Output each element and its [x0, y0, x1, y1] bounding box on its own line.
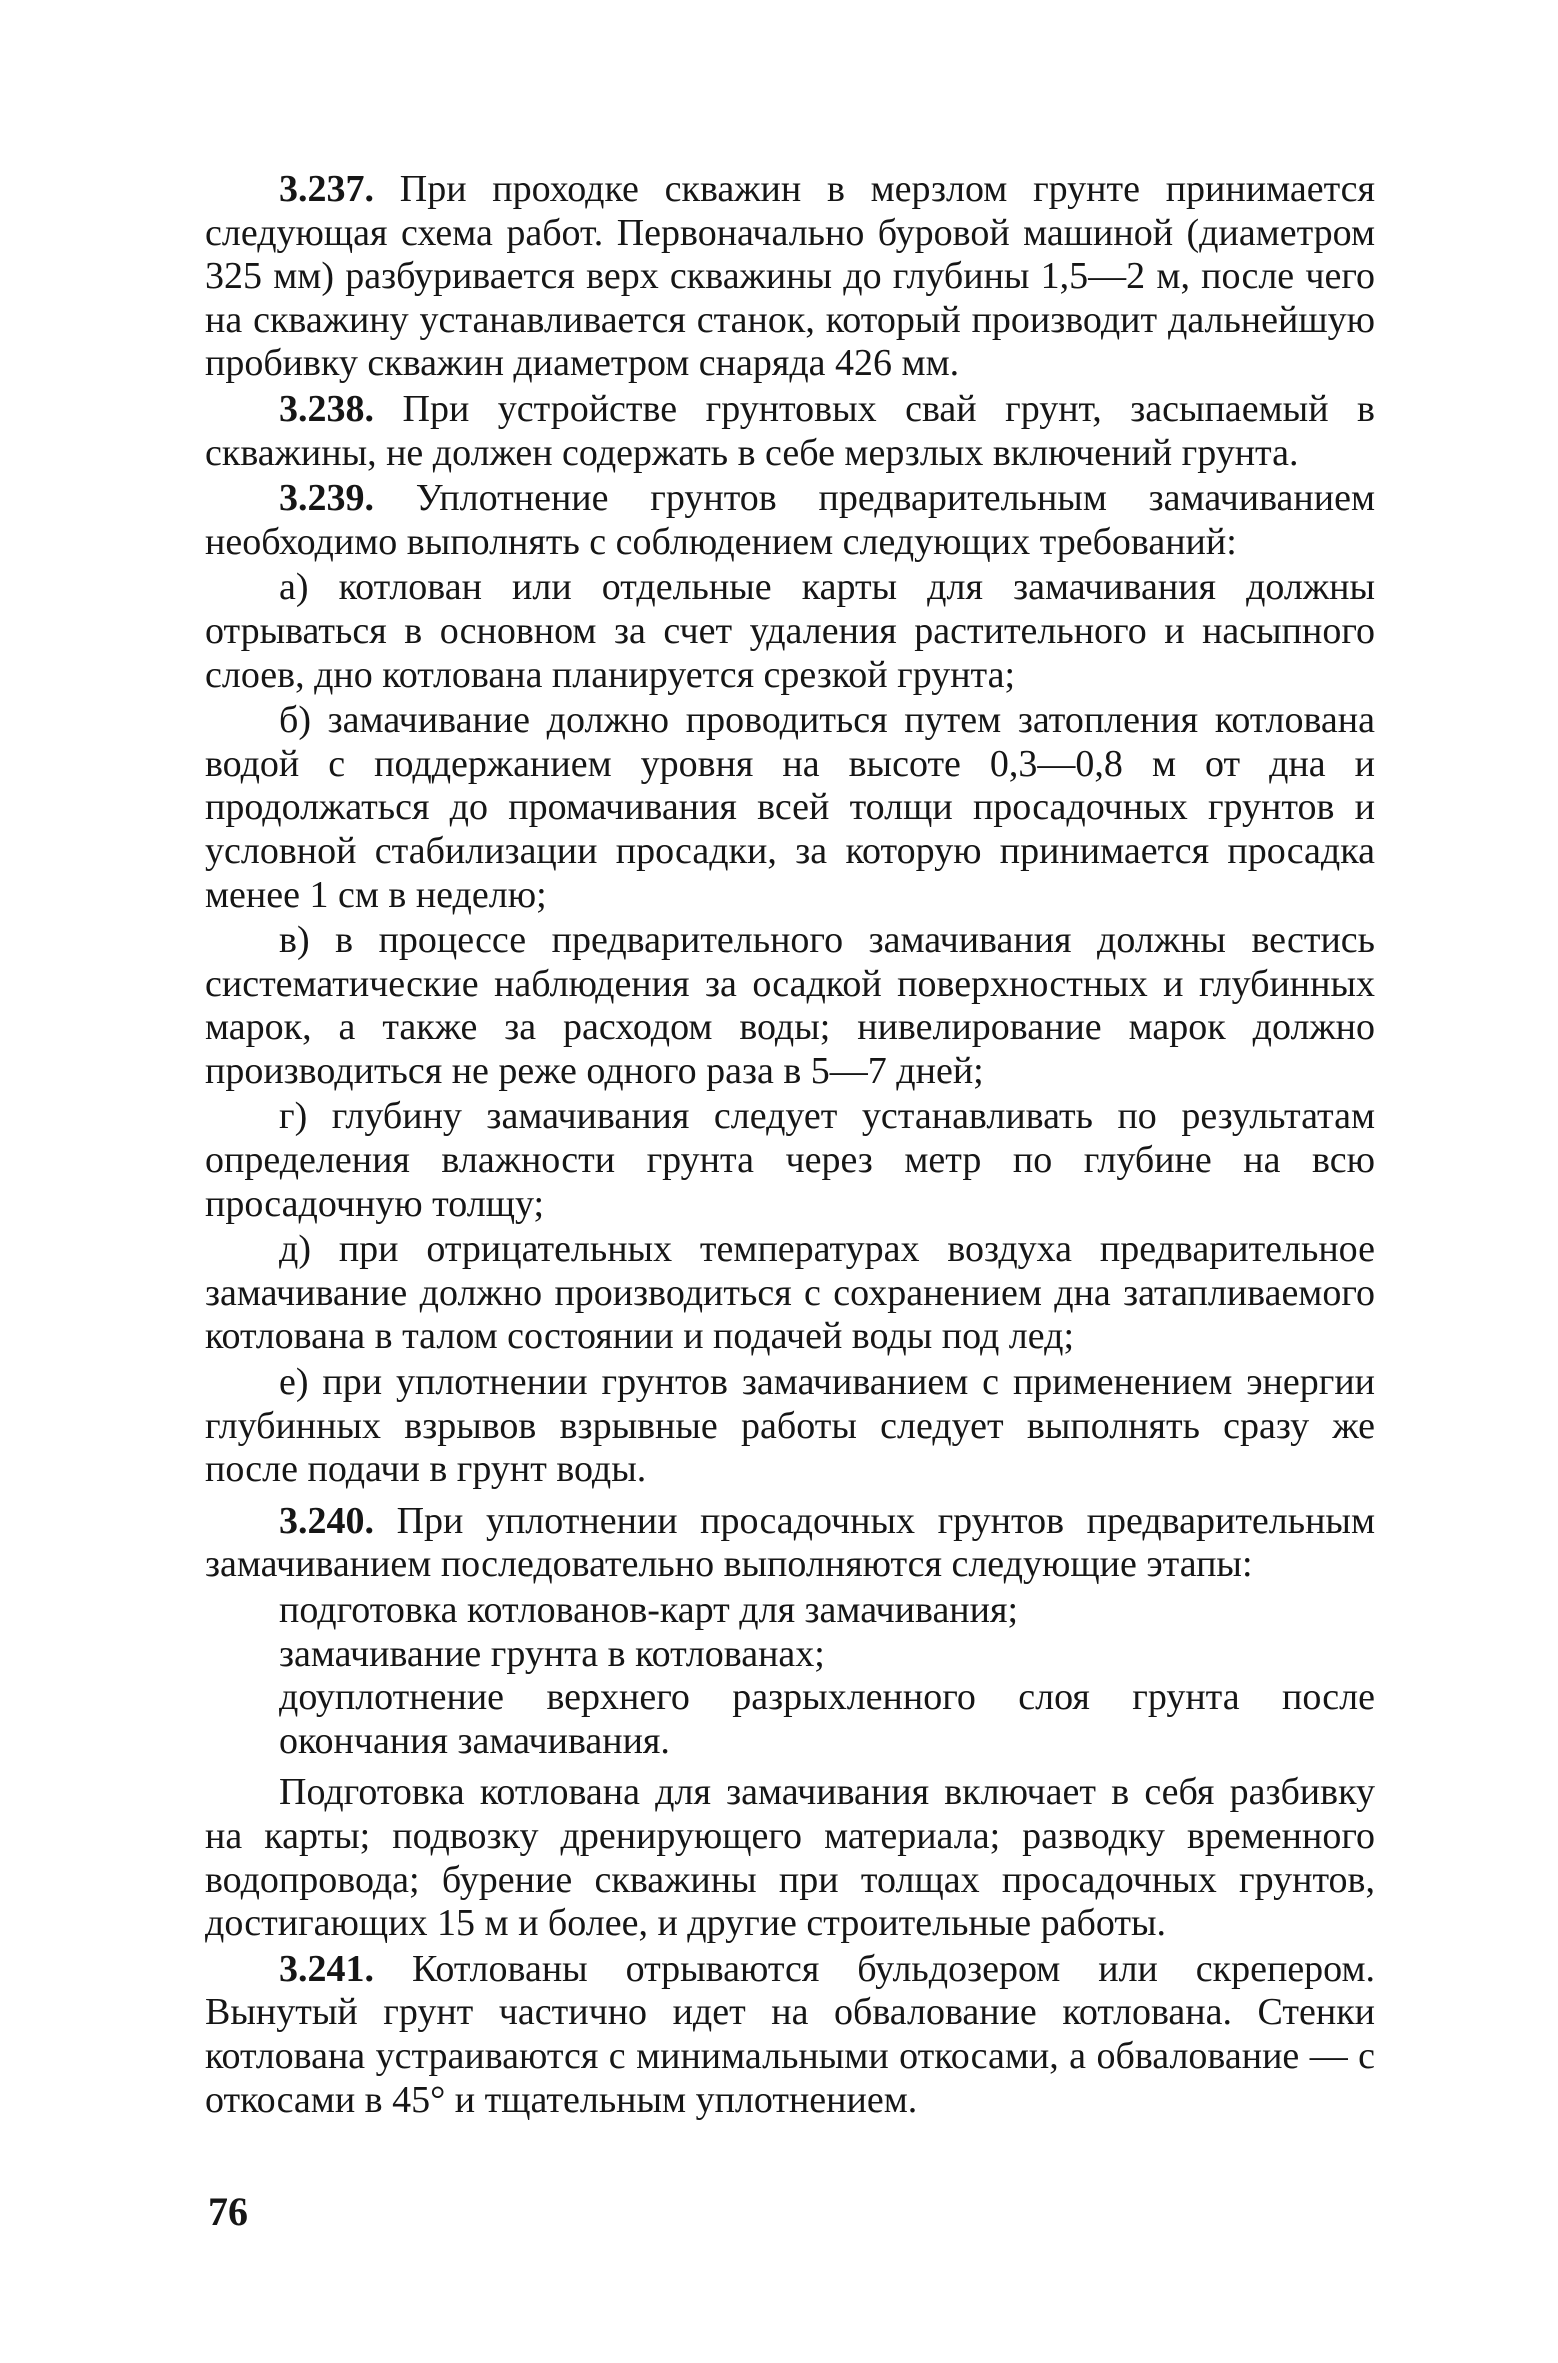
list-item-g: г) глубину замачивания следует устанавливать по результатам определения влажности грунта через метр по глубине на всю просадочную толщу; [205, 1095, 1375, 1225]
stage-item: подготовка котлованов-карт для замачивания; [279, 1589, 1019, 1631]
list-item-v: в) в процессе предварительного замачивания должны вестись систематические наблюдения за осадкой поверхностных и глубинных марок, а также за расходом воды; нивелирование марок должно производиться не реже одного раза в 5—7 дней; [205, 919, 1375, 1092]
paragraph-3-240 [205, 1500, 1375, 1587]
paragraph-number: 3.237. [279, 168, 374, 210]
paragraph-text: Котлованы отрываются бульдозером или скрепером. Вынутый грунт частично идет на обвалование котлована. Стенки котлована устраиваются с минимальными откосами, а обвалование — с откосами в 45° и тщательным уплотнением. [205, 1947, 1376, 2121]
paragraph-text: При устройстве грунтовых свай грунт, засыпаемый в скважины, не должен содержать в себе мерзлых включений грунта. [205, 387, 1375, 474]
paragraph-number: 3.239. [279, 477, 374, 520]
paragraph-number: 3.240. [279, 1499, 374, 1542]
paragraph-text: Уплотнение грунтов предварительным замачиванием необходимо выполнять с соблюдением следующих требований: [205, 477, 1375, 563]
paragraph-3-238 [205, 388, 1375, 475]
paragraph-text: При уплотнении просадочных грунтов предварительным замачиванием последовательно выполняются следующие этапы: [205, 1499, 1375, 1586]
paragraph-number: 3.238. [279, 387, 374, 430]
list-item-e: е) при уплотнении грунтов замачиванием с применением энергии глубинных взрывов взрывные работы следует выполнять сразу же после подачи в грунт воды. [205, 1361, 1375, 1491]
paragraph-3-237 [205, 168, 1375, 386]
list-item-d: д) при отрицательных температурах воздуха предварительное замачивание должно производиться с сохранением дна затапливаемого котлована в талом состоянии и подачей воды под лед; [205, 1228, 1375, 1358]
paragraph-number: 3.241. [279, 1947, 374, 1990]
stage-item: замачивание грунта в котлованах; [279, 1632, 825, 1675]
page-body [205, 168, 1375, 2124]
paragraph-3-239 [205, 477, 1375, 564]
paragraph-preparation: Подготовка котлована для замачивания включает в себя разбивку на карты; подвозку дренирующего материала; разводку временного водопровода; бурение скважины при толщах просадочных грунтов, достигающих 15 м и более, и другие строительные работы. [205, 1771, 1375, 1945]
list-item-b: б) замачивание должно проводиться путем затопления котлована водой с поддержанием уровня на высоте 0,3—0,8 м от дна и продолжаться до промачивания всей толщи просадочных грунтов и условной стабилизации просадки, за которую принимается просадка менее 1 см в неделю; [205, 699, 1375, 916]
paragraph-3-241 [205, 1948, 1375, 2122]
page-number: 76 [208, 2189, 248, 2234]
stage-item: доуплотнение верхнего разрыхленного слоя грунта после окончания замачивания. [279, 1676, 1375, 1762]
list-item-a: а) котлован или отдельные карты для замачивания должны отрываться в основном за счет удаления растительного и насыпного слоев, дно котлована планируется срезкой грунта; [205, 566, 1375, 696]
paragraph-text: При проходке скважин в мерзлом грунте принимается следующая схема работ. Первоначально буровой машиной (диаметром 325 мм) разбуривается верх скважины до глубины 1,5—2 м, после чего на скважину устанавливается станок, который производит дальнейшую пробивку скважин диаметром снаряда 426 мм. [205, 168, 1375, 385]
